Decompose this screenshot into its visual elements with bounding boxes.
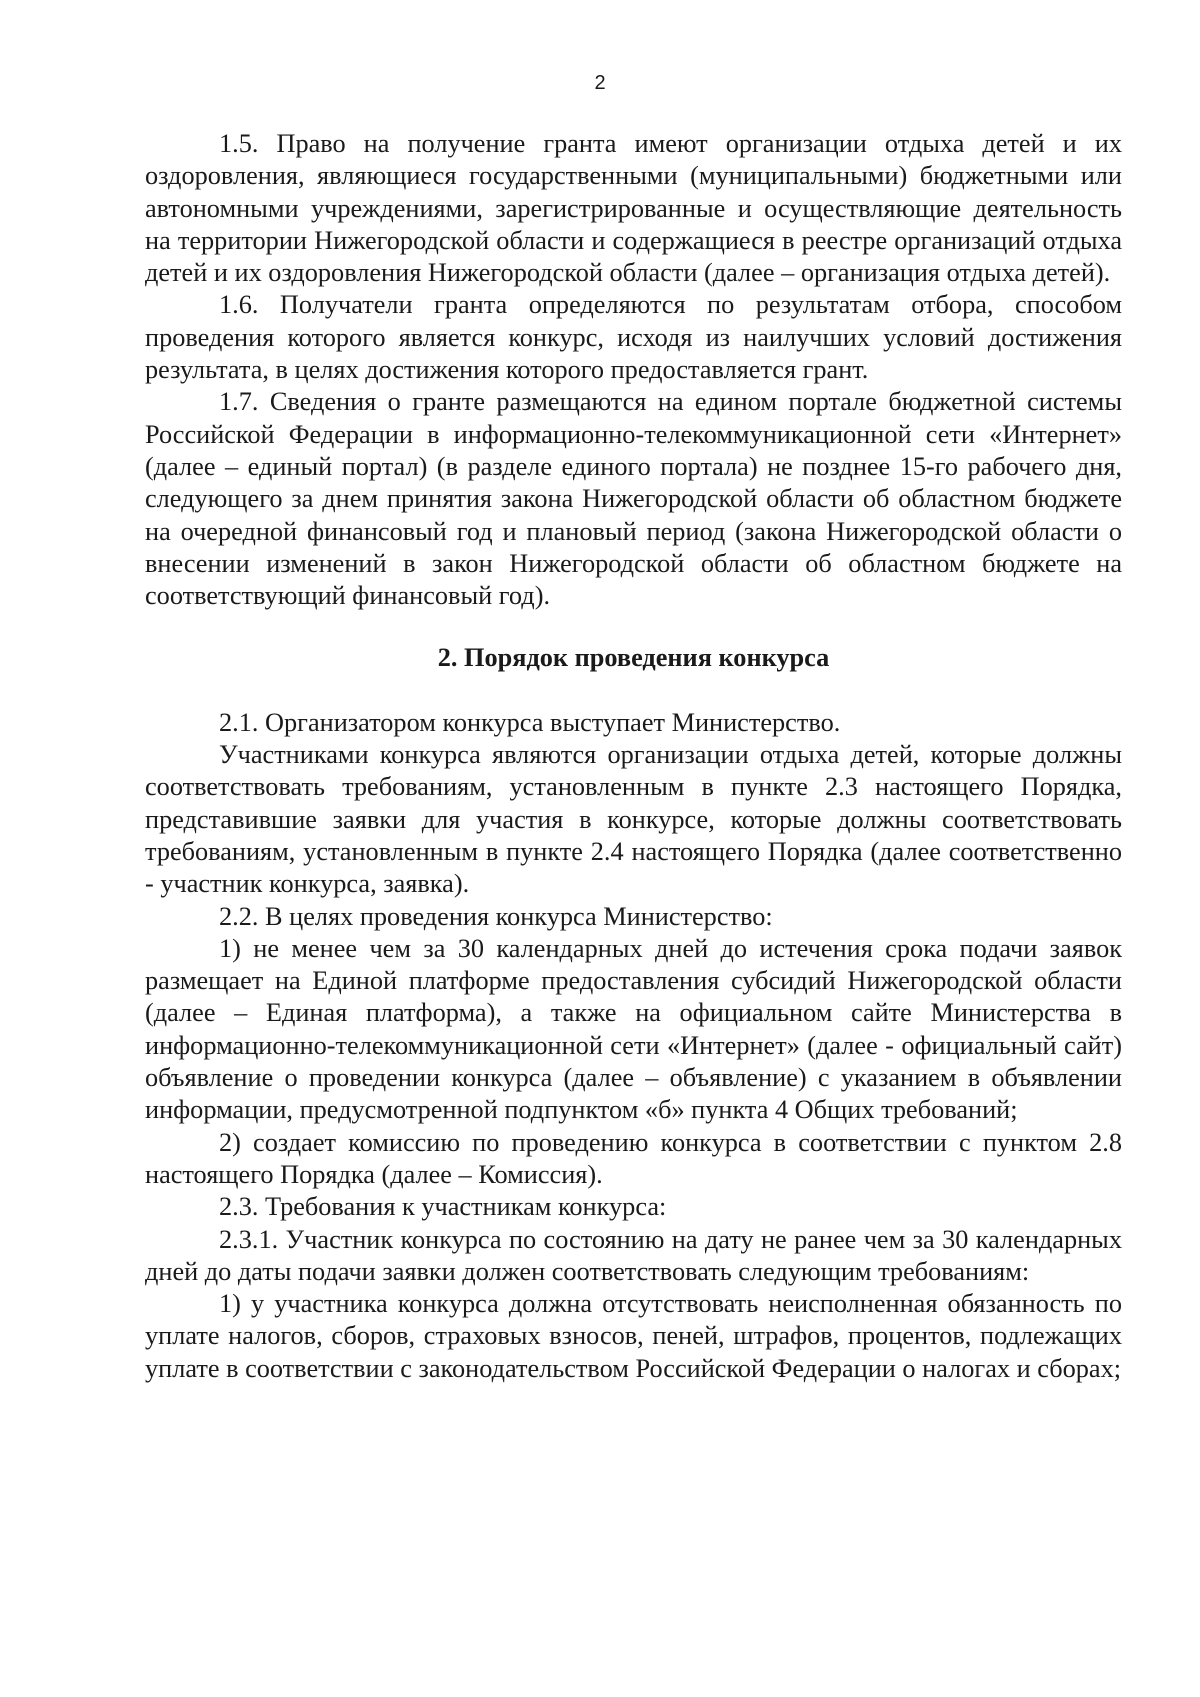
paragraph-2-3-1-item-1: 1) у участника конкурса должна отсутствовать неисполненная обязанность по уплате налогов, сборов, страховых взносов, пеней, штрафов, процентов, подлежащих уплате в соответствии с законодательством Российской Федерации о налогах и сборах; [145,1289,1122,1383]
paragraph-2-3: 2.3. Требования к участникам конкурса: [219,1192,667,1222]
paragraph-participants: Участниками конкурса являются организации отдыха детей, которые должны соответствовать требованиям, установленным в пункте 2.3 настоящего Порядка, представившие заявки для участия в конкурсе, которые должны соответствовать требованиям, установленным в пункте 2.4 настоящего Порядка (далее соответственно - участник конкурса, заявка). [145,740,1122,899]
paragraph-1-7: 1.7. Сведения о гранте размещаются на едином портале бюджетной системы Российской Федерации в информационно-телекоммуникационной сети «Интернет» (далее – единый портал) (в разделе единого портала) не позднее 15-го рабочего дня, следующего за днем принятия закона Нижегородской области об областном бюджете на очередной финансовый год и плановый период (закона Нижегородской области о внесении изменений в закон Нижегородской области об областном бюджете на соответствующий финансовый год). [145,387,1122,611]
spacer [145,675,1122,707]
paragraph-1-6: 1.6. Получатели гранта определяются по результатам отбора, способом проведения которого является конкурс, исходя из наилучших условий достижения результата, в целях достижения которого предоставляется грант. [145,290,1122,385]
section-heading: 2. Порядок проведения конкурса [437,643,830,673]
document-body [145,128,1122,1385]
paragraph-1-5: 1.5. Право на получение гранта имеют организации отдыха детей и их оздоровления, являющиеся государственными (муниципальными) бюджетными или автономными учреждениями, зарегистрированные и осуществляющие деятельность на территории Нижегородской области и содержащиеся в реестре организаций отдыха детей и их оздоровления Нижегородской области (далее – организация отдыха детей). [145,129,1122,288]
paragraph-2-3-1: 2.3.1. Участник конкурса по состоянию на дату не ранее чем за 30 календарных дней до даты подачи заявки должен соответствовать следующим требованиям: [145,1224,1122,1286]
paragraph-2-2-item-2: 2) создает комиссию по проведению конкурса в соответствии с пунктом 2.8 настоящего Порядка (далее – Комиссия). [145,1127,1122,1189]
page-number: 2 [594,72,606,94]
paragraph-2-1: 2.1. Организатором конкурса выступает Министерство. [219,707,841,737]
spacer [145,612,1122,642]
paragraph-2-2: 2.2. В целях проведения конкурса Министерство: [219,901,773,931]
paragraph-2-2-item-1: 1) не менее чем за 30 календарных дней до истечения срока подачи заявок размещает на Единой платформе предоставления субсидий Нижегородской области (далее – Единая платформа), а также на официальном сайте Министерства в информационно-телекоммуникационной сети «Интернет» (далее - официальный сайт) объявление о проведении конкурса (далее – объявление) с указанием в объявлении информации, предусмотренной подпунктом «б» пункта 4 Общих требований; [145,933,1122,1125]
